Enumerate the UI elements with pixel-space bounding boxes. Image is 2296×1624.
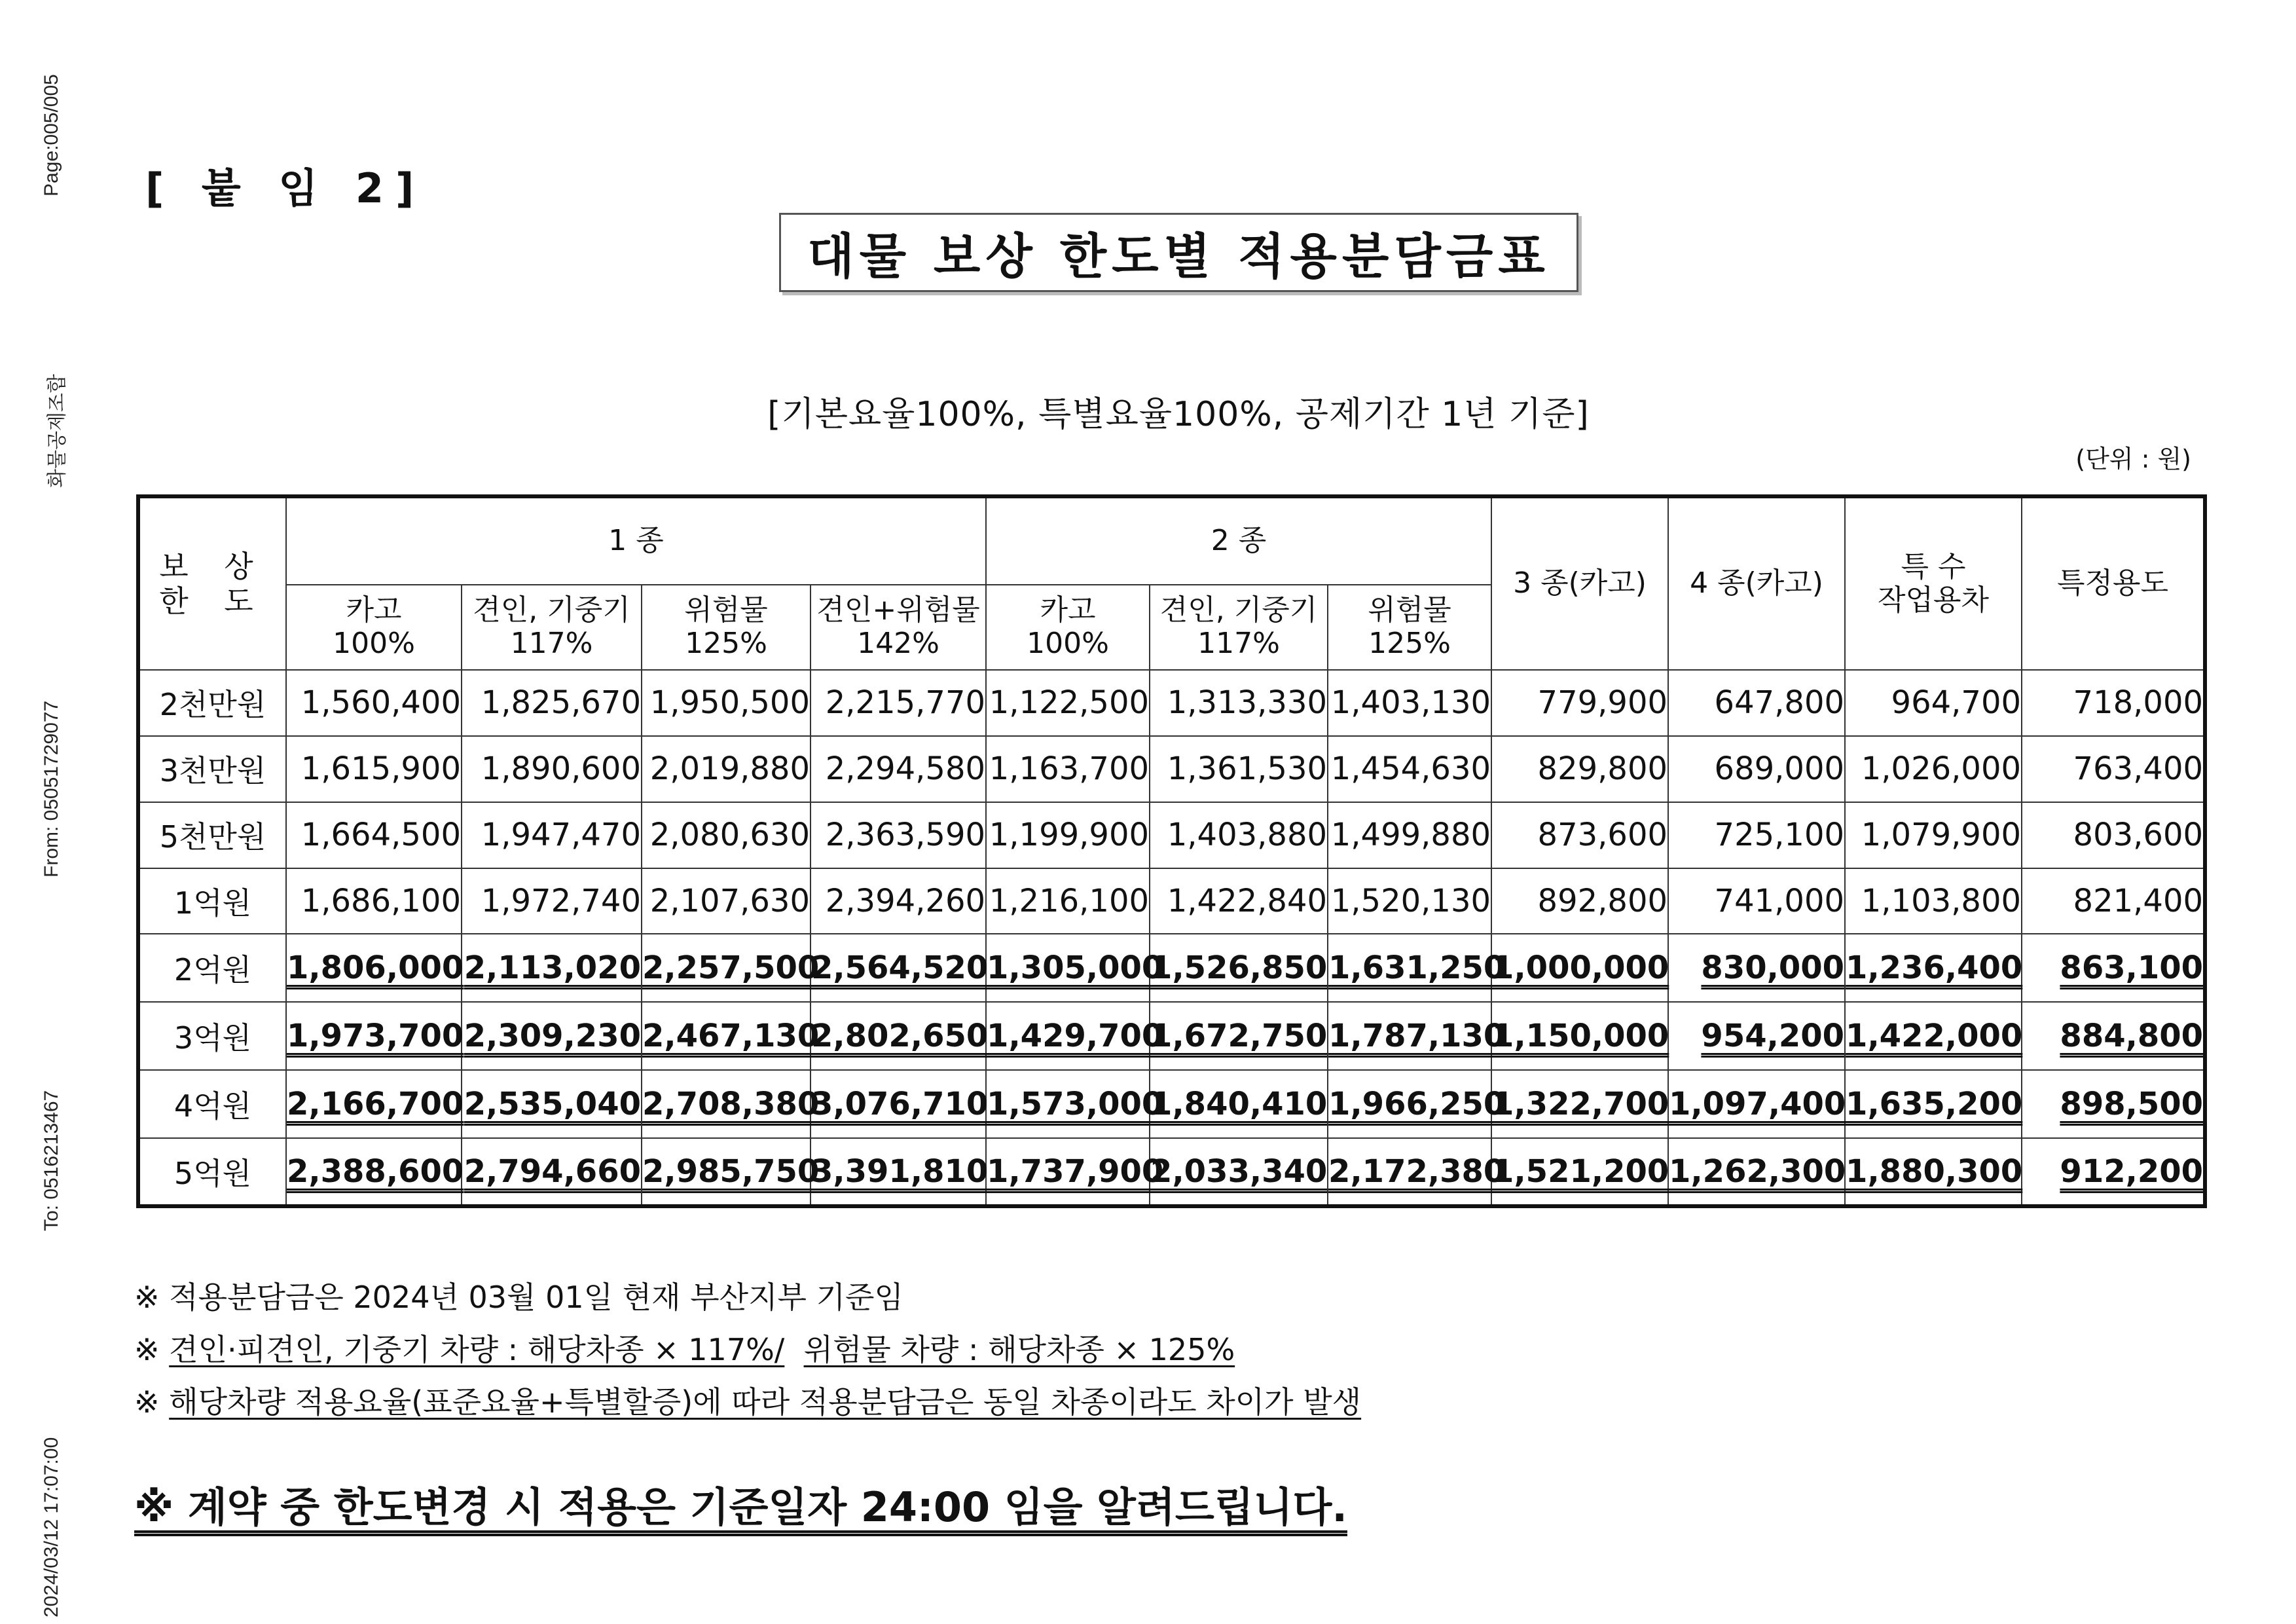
- note-3: [134, 1378, 1361, 1422]
- premium-value: 1,429,700: [987, 1018, 1164, 1055]
- premium-value: 1,313,330: [1167, 684, 1328, 722]
- premium-cell: [1150, 934, 1328, 1002]
- premium-value: 821,400: [2073, 883, 2204, 919]
- premium-value: 2,564,520: [811, 950, 989, 987]
- premium-value: 1,737,900: [987, 1153, 1164, 1190]
- premium-cell: [1845, 934, 2022, 1002]
- group-1-header: 1 종: [286, 496, 986, 585]
- premium-cell: [1328, 1002, 1506, 1070]
- premium-value: 1,973,700: [287, 1018, 464, 1055]
- document-title-text: 대물 보상 한도별 적용분담금표: [807, 228, 1550, 285]
- premium-value: 1,947,470: [481, 817, 641, 854]
- premium-cell: [1150, 1002, 1328, 1070]
- premium-cell: [2022, 670, 2205, 736]
- premium-value: 3,076,710: [811, 1086, 989, 1123]
- premium-cell: [1668, 670, 1845, 736]
- limit-label: 5억원: [138, 1138, 286, 1206]
- premium-value: 689,000: [1714, 750, 1845, 788]
- premium-value: 1,026,000: [1861, 750, 2022, 788]
- premium-value: 1,305,000: [987, 950, 1164, 987]
- group-2-header: 2 종: [986, 496, 1491, 585]
- premium-value: 1,122,500: [989, 684, 1150, 722]
- fax-timestamp: 2024/03/12 17:07:00: [41, 1437, 62, 1617]
- premium-cell: [986, 868, 1150, 934]
- premium-value: 1,454,630: [1330, 750, 1491, 788]
- limit-label: 3천만원: [138, 736, 286, 802]
- limit-label: 2천만원: [138, 670, 286, 736]
- premium-cell: [462, 802, 642, 868]
- note-2-gap: [784, 1332, 803, 1367]
- premium-value: 1,422,840: [1167, 883, 1328, 919]
- premium-cell: [1845, 868, 2022, 934]
- premium-cell: [642, 934, 820, 1002]
- unit-label: (단위 : 원): [2075, 445, 2191, 473]
- premium-value: 2,172,380: [1328, 1153, 1506, 1190]
- premium-cell: [2022, 934, 2205, 1002]
- premium-cell: [1328, 1070, 1506, 1138]
- premium-cell: [286, 1002, 462, 1070]
- premium-value: 1,686,100: [301, 883, 461, 919]
- premium-cell: [2022, 1070, 2205, 1138]
- premium-cell: [1845, 736, 2022, 802]
- premium-cell: [286, 802, 462, 868]
- premium-value: 1,573,000: [987, 1086, 1164, 1123]
- premium-cell: [642, 1138, 820, 1206]
- premium-value: 1,079,900: [1861, 817, 2022, 854]
- note-3-mark: ※: [134, 1384, 170, 1420]
- premium-cell: [811, 1002, 989, 1070]
- class-3-header: 3 종(카고): [1491, 496, 1668, 670]
- premium-value: 2,257,500: [642, 950, 820, 987]
- premium-value: 1,103,800: [1861, 883, 2022, 919]
- premium-value: 2,467,130: [642, 1018, 820, 1055]
- class-4-header: 4 종(카고): [1668, 496, 1845, 670]
- premium-cell: [1845, 1002, 2022, 1070]
- premium-value: 2,802,650: [811, 1018, 989, 1055]
- premium-value: 2,363,590: [825, 817, 986, 854]
- premium-value: 647,800: [1714, 684, 1845, 722]
- premium-cell: [462, 934, 642, 1002]
- premium-cell: [1150, 670, 1328, 736]
- premium-cell: [286, 1070, 462, 1138]
- premium-value: 830,000: [1701, 950, 1845, 987]
- premium-cell: [986, 802, 1150, 868]
- premium-cell: [642, 802, 811, 868]
- premium-value: 763,400: [2073, 750, 2204, 788]
- sub-col-header: 견인+위험물 142%: [811, 585, 986, 670]
- premium-cell: [1328, 934, 1506, 1002]
- table-row: [138, 1070, 2205, 1138]
- premium-value: 779,900: [1537, 684, 1668, 722]
- sub-col-header: 견인, 기중기 117%: [1150, 585, 1328, 670]
- premium-value: 1,635,200: [1846, 1086, 2023, 1123]
- premium-cell: [1491, 736, 1668, 802]
- premium-value: 2,985,750: [642, 1153, 820, 1190]
- sub-col-header: 카고 100%: [286, 585, 462, 670]
- premium-cell: [2022, 1002, 2205, 1070]
- premium-cell: [1491, 1070, 1668, 1138]
- premium-cell: [286, 736, 462, 802]
- premium-value: 1,950,500: [649, 684, 810, 722]
- premium-cell: [642, 736, 811, 802]
- premium-cell: [462, 868, 642, 934]
- fax-to-number: To: 0516213467: [41, 1090, 62, 1231]
- premium-cell: [1845, 802, 2022, 868]
- premium-value: 1,972,740: [481, 883, 641, 919]
- premium-value: 1,615,900: [301, 750, 461, 788]
- premium-cell: [1845, 670, 2022, 736]
- note-3-text: 해당차량 적용요율(표준요율+특별할증)에 따라 적용분담금은 동일 차종이라도 차이가 발생: [169, 1384, 1362, 1420]
- premium-value: 1,199,900: [989, 817, 1150, 854]
- premium-value: 1,664,500: [301, 817, 461, 854]
- premium-cell: [642, 1002, 820, 1070]
- premium-value: 741,000: [1714, 883, 1845, 919]
- specific-use-header: 특정용도: [2022, 496, 2205, 670]
- attachment-label: [ 붙 임 2]: [145, 164, 426, 212]
- note-2: [134, 1326, 1235, 1369]
- limit-label: 1억원: [138, 868, 286, 934]
- premium-cell: [811, 1070, 989, 1138]
- premium-value: 898,500: [2060, 1086, 2204, 1123]
- premium-value: 3,391,810: [811, 1153, 989, 1190]
- premium-value: 954,200: [1701, 1018, 1845, 1055]
- premium-cell: [1491, 1138, 1668, 1206]
- premium-cell: [1668, 868, 1845, 934]
- sub-col-header: 견인, 기중기 117%: [462, 585, 642, 670]
- special-work-header: 특 수 작업용차: [1845, 496, 2022, 670]
- table-body: [138, 670, 2205, 1206]
- premium-value: 1,403,880: [1167, 817, 1328, 854]
- note-1: ※ 적용분담금은 2024년 03월 01일 현재 부산지부 기준임: [134, 1280, 903, 1315]
- premium-value: 2,394,260: [825, 883, 986, 919]
- premium-cell: [1845, 1138, 2022, 1206]
- premium-value: 2,113,020: [464, 950, 641, 987]
- final-notice: ※ 계약 중 한도변경 시 적용은 기준일자 24:00 임을 알려드립니다.: [134, 1483, 1347, 1531]
- premium-value: 884,800: [2060, 1018, 2204, 1055]
- premium-value: 1,825,670: [481, 684, 641, 722]
- premium-table: [136, 494, 2207, 1208]
- premium-value: 725,100: [1714, 817, 1845, 854]
- table-row: [138, 1002, 2205, 1070]
- premium-value: 1,163,700: [989, 750, 1150, 788]
- premium-value: 2,388,600: [287, 1153, 464, 1190]
- sub-col-header: 카고 100%: [986, 585, 1150, 670]
- premium-value: 1,787,130: [1328, 1018, 1506, 1055]
- premium-value: 2,294,580: [825, 750, 986, 788]
- premium-value: 2,166,700: [287, 1086, 464, 1123]
- premium-cell: [1150, 736, 1328, 802]
- premium-cell: [1328, 736, 1491, 802]
- premium-value: 803,600: [2073, 817, 2204, 854]
- table-row: [138, 934, 2205, 1002]
- limit-label: 3억원: [138, 1002, 286, 1070]
- premium-value: 2,309,230: [464, 1018, 641, 1055]
- premium-cell: [642, 1070, 820, 1138]
- premium-value: 2,080,630: [649, 817, 810, 854]
- note-2-towing: 견인·피견인, 기중기 차량 : 해당차종 × 117%/: [169, 1332, 785, 1367]
- table-row: [138, 868, 2205, 934]
- premium-cell: [1328, 670, 1491, 736]
- premium-value: 1,150,000: [1492, 1018, 1669, 1055]
- premium-cell: [1845, 1070, 2022, 1138]
- table-row: [138, 670, 2205, 736]
- premium-cell: [1150, 802, 1328, 868]
- premium-value: 2,535,040: [464, 1086, 641, 1123]
- premium-value: 1,097,400: [1669, 1086, 1846, 1123]
- premium-cell: [1491, 1002, 1668, 1070]
- premium-cell: [286, 934, 462, 1002]
- table-row: [138, 736, 2205, 802]
- premium-cell: [2022, 1138, 2205, 1206]
- premium-value: 964,700: [1891, 684, 2022, 722]
- premium-cell: [462, 1138, 642, 1206]
- premium-cell: [286, 670, 462, 736]
- premium-cell: [2022, 868, 2205, 934]
- premium-cell: [1668, 802, 1845, 868]
- premium-value: 829,800: [1537, 750, 1668, 788]
- premium-cell: [1328, 1138, 1506, 1206]
- premium-value: 2,708,380: [642, 1086, 820, 1123]
- premium-cell: [1150, 868, 1328, 934]
- premium-value: 2,019,880: [649, 750, 810, 788]
- premium-cell: [462, 1002, 642, 1070]
- table-row: [138, 1138, 2205, 1206]
- premium-cell: [1150, 1070, 1328, 1138]
- premium-value: 1,840,410: [1150, 1086, 1328, 1123]
- premium-value: 1,520,130: [1330, 883, 1491, 919]
- premium-cell: [986, 670, 1150, 736]
- premium-value: 1,262,300: [1669, 1153, 1846, 1190]
- premium-cell: [2022, 802, 2205, 868]
- premium-cell: [1668, 1070, 1845, 1138]
- premium-value: 1,880,300: [1846, 1153, 2023, 1190]
- premium-value: 2,107,630: [649, 883, 810, 919]
- premium-cell: [986, 736, 1150, 802]
- fax-page-number: Page:005/005: [41, 74, 62, 196]
- premium-cell: [1491, 934, 1668, 1002]
- sub-col-header: 위험물 125%: [642, 585, 811, 670]
- premium-value: 1,000,000: [1492, 950, 1669, 987]
- premium-cell: [1328, 802, 1491, 868]
- premium-value: 1,236,400: [1846, 950, 2023, 987]
- premium-value: 1,216,100: [989, 883, 1150, 919]
- premium-cell: [1668, 736, 1845, 802]
- sub-col-header: 위험물 125%: [1328, 585, 1491, 670]
- premium-value: 1,966,250: [1328, 1086, 1506, 1123]
- premium-value: 912,200: [2060, 1153, 2204, 1190]
- premium-cell: [811, 868, 986, 934]
- document-subtitle: [기본요율100%, 특별요율100%, 공제기간 1년 기준]: [767, 395, 1590, 434]
- premium-value: 1,672,750: [1150, 1018, 1328, 1055]
- document-title: [779, 213, 1578, 292]
- premium-cell: [986, 934, 1164, 1002]
- premium-value: 1,631,250: [1328, 950, 1506, 987]
- premium-value: 1,560,400: [301, 684, 461, 722]
- premium-value: 1,890,600: [481, 750, 641, 788]
- premium-cell: [642, 868, 811, 934]
- premium-cell: [1328, 868, 1491, 934]
- premium-value: 1,526,850: [1150, 950, 1328, 987]
- premium-cell: [986, 1070, 1164, 1138]
- limit-label: 4억원: [138, 1070, 286, 1138]
- premium-cell: [1491, 670, 1668, 736]
- premium-value: 1,521,200: [1492, 1153, 1669, 1190]
- premium-value: 1,361,530: [1167, 750, 1328, 788]
- premium-cell: [1668, 934, 1845, 1002]
- limit-label: 5천만원: [138, 802, 286, 868]
- premium-cell: [286, 1138, 462, 1206]
- note-2-mark: ※: [134, 1332, 170, 1367]
- premium-cell: [642, 670, 811, 736]
- premium-value: 892,800: [1537, 883, 1668, 919]
- premium-cell: [811, 802, 986, 868]
- premium-cell: [462, 670, 642, 736]
- premium-cell: [2022, 736, 2205, 802]
- premium-cell: [986, 1002, 1164, 1070]
- fax-from-number: From: 05051729077: [41, 700, 62, 877]
- premium-value: 1,322,700: [1492, 1086, 1669, 1123]
- premium-value: 1,422,000: [1846, 1018, 2023, 1055]
- premium-value: 2,794,660: [464, 1153, 641, 1190]
- premium-value: 718,000: [2073, 684, 2204, 722]
- fax-sender-org: 화물공제조합: [46, 374, 68, 488]
- premium-cell: [811, 670, 986, 736]
- premium-value: 1,806,000: [287, 950, 464, 987]
- premium-value: 1,499,880: [1330, 817, 1491, 854]
- premium-value: 873,600: [1537, 817, 1668, 854]
- premium-cell: [286, 868, 462, 934]
- premium-value: 2,033,340: [1150, 1153, 1328, 1190]
- premium-cell: [462, 736, 642, 802]
- table-row: [138, 802, 2205, 868]
- premium-value: 1,403,130: [1330, 684, 1491, 722]
- premium-value: 2,215,770: [825, 684, 986, 722]
- premium-cell: [1668, 1138, 1845, 1206]
- note-2-hazard: 위험물 차량 : 해당차종 × 125%: [803, 1332, 1235, 1367]
- premium-cell: [1491, 868, 1668, 934]
- premium-cell: [811, 736, 986, 802]
- limit-label: 2억원: [138, 934, 286, 1002]
- premium-value: 863,100: [2060, 950, 2204, 987]
- premium-cell: [1668, 1002, 1845, 1070]
- premium-cell: [986, 1138, 1164, 1206]
- premium-cell: [1491, 802, 1668, 868]
- premium-cell: [462, 1070, 642, 1138]
- premium-cell: [1150, 1138, 1328, 1206]
- premium-cell: [811, 934, 989, 1002]
- premium-cell: [811, 1138, 989, 1206]
- limit-header: 보 상 한 도: [138, 496, 286, 670]
